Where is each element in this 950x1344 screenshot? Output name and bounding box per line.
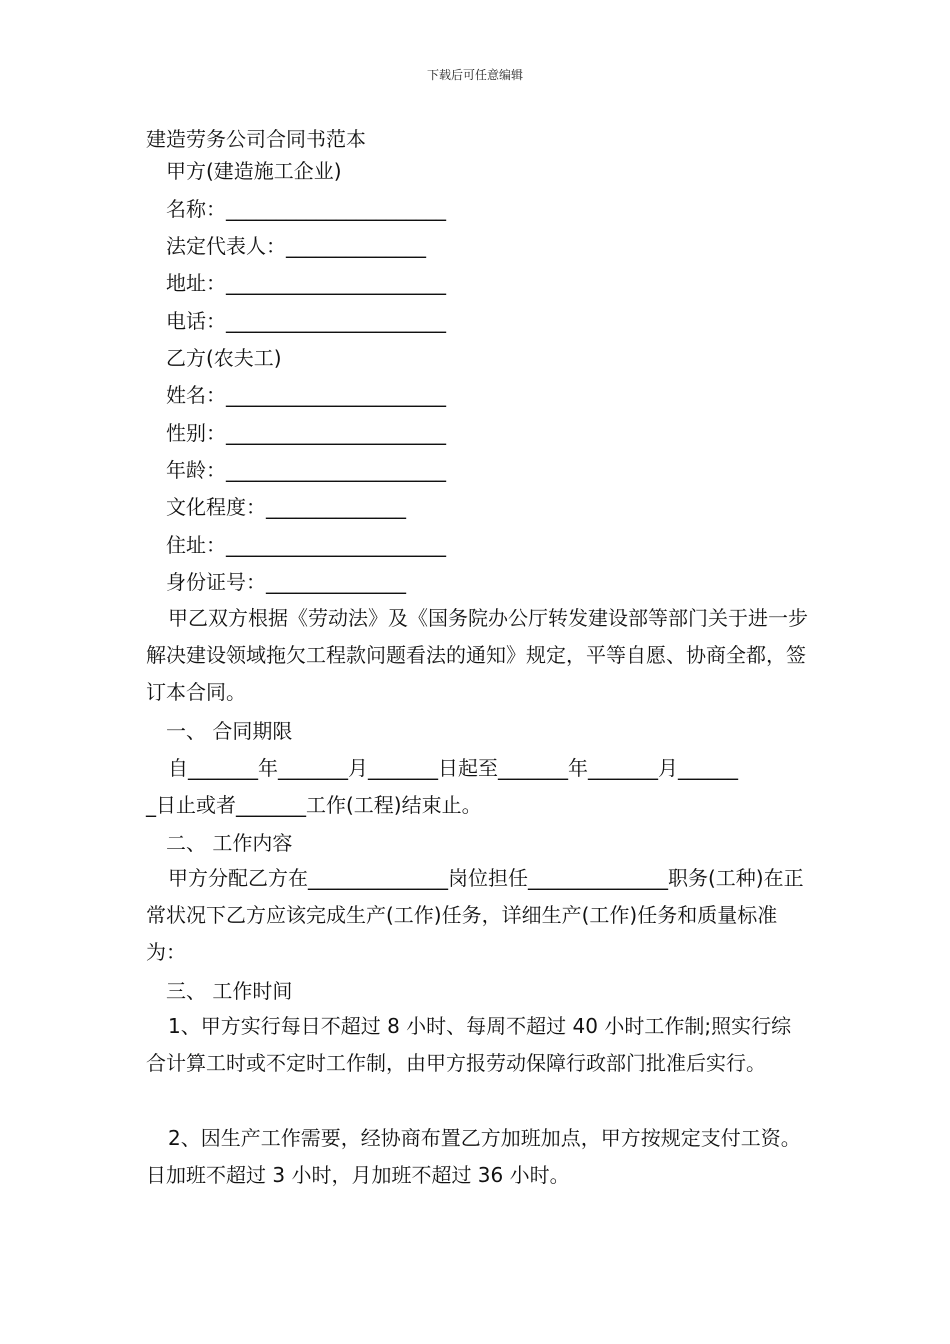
party-a-name-field: 名称：______________________	[166, 197, 446, 221]
intro-paragraph: 甲乙双方根据《劳动法》及《国务院办公厅转发建设部等部门关于进一步解决建设领域拖欠工程款问题看法的通知》规定，平等自愿、协商全都，签订本合同。	[146, 606, 808, 704]
section-1-line-2: _日止或者_______工作(工程)结束止。	[146, 793, 482, 817]
section-2-body: 甲方分配乙方在______________岗位担任______________职务(工种)在正常状况下乙方应该完成生产(工作)任务，详细生产(工作)任务和质量标准为：	[146, 866, 804, 964]
party-b-name-field: 姓名：______________________	[166, 383, 446, 407]
section-3-paragraph-2: 2、因生产工作需要，经协商布置乙方加班加点，甲方按规定支付工资。日加班不超过 3 小时，月加班不超过 36 小时。	[146, 1126, 801, 1187]
party-b-education-field: 文化程度：______________	[166, 495, 406, 519]
party-a-phone-field: 电话：______________________	[166, 309, 446, 333]
section-3-heading: 三、 工作时间	[166, 979, 293, 1003]
party-b-age-field: 年龄：______________________	[166, 458, 446, 482]
section-1-line-1: 自_______年_______月_______日起至_______年_______月______	[168, 756, 738, 780]
page-header: 下载后可任意编辑	[426, 68, 523, 82]
document-title: 建造劳务公司合同书范本	[146, 127, 366, 151]
party-b-heading: 乙方(农夫工)	[166, 346, 282, 370]
section-1-heading: 一、 合同期限	[166, 719, 293, 743]
party-b-residence-field: 住址：______________________	[166, 533, 446, 557]
party-a-address-field: 地址：______________________	[166, 271, 446, 295]
section-2-heading: 二、 工作内容	[166, 831, 293, 855]
party-b-gender-field: 性别：______________________	[166, 421, 446, 445]
party-b-id-field: 身份证号：______________	[166, 570, 406, 594]
section-3-paragraph-1: 1、甲方实行每日不超过 8 小时、每周不超过 40 小时工作制;照实行综合计算工时或不定时工作制，由甲方报劳动保障行政部门批准后实行。	[146, 1014, 792, 1075]
party-a-rep-field: 法定代表人：______________	[166, 234, 426, 258]
party-a-heading: 甲方(建造施工企业)	[166, 159, 342, 183]
